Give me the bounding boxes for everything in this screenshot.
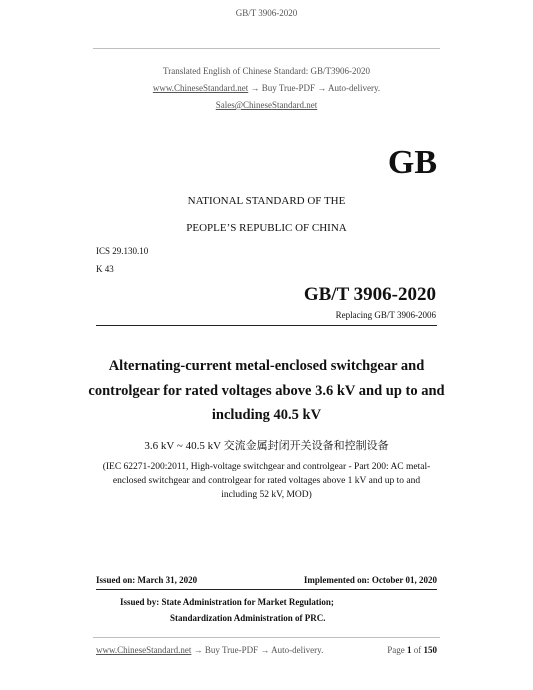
national-line-1: NATIONAL STANDARD OF THE — [187, 195, 346, 207]
iec-line-1: (IEC 62271-200:2011, High-voltage switchgear and controlgear - Part 200: AC metal- — [102, 462, 431, 472]
title-line-2: controlgear for rated voltages above 3.6 kV and up to and — [88, 383, 445, 399]
buy-line — [0, 83, 533, 93]
title-line-3: including 40.5 kV — [211, 407, 322, 423]
chinese-title: 3.6 kV ~ 40.5 kV 交流金属封闭开关设备和控制设备 — [144, 440, 389, 452]
page-label: Page — [387, 645, 405, 655]
iec-line-2: enclosed switchgear and controlgear for rated voltages above 1 kV and up to and — [112, 476, 421, 486]
issued-on: Issued on: March 31, 2020 — [96, 575, 198, 585]
k-code: K 43 — [96, 264, 114, 274]
ics-code: ICS 29.130.10 — [96, 246, 149, 256]
issued-by-2: Standardization Administration of PRC. — [170, 613, 326, 623]
header-divider — [93, 48, 440, 49]
site-link[interactable]: www.ChineseStandard.net — [152, 83, 249, 93]
title-divider — [96, 325, 437, 326]
replacing-text: Replacing GB/T 3906-2006 — [335, 310, 436, 320]
standard-number: GB/T 3906-2020 — [303, 284, 436, 305]
title-line-1: Alternating-current metal-enclosed switchgear and — [108, 358, 425, 374]
page-number: 1 — [407, 645, 412, 655]
page-total: 150 — [423, 645, 437, 655]
iec-line-3: including 52 kV, MOD) — [221, 490, 312, 500]
dates-divider — [96, 589, 437, 590]
footer-buy-text: → Buy True-PDF → Auto-delivery. — [193, 645, 324, 655]
translated-notice: Translated English of Chinese Standard: GB/T3906-2020 — [163, 66, 370, 76]
buy-text: → Buy True-PDF → Auto-delivery. — [250, 83, 381, 93]
gb-mark: GB — [387, 144, 437, 181]
implemented-on: Implemented on: October 01, 2020 — [303, 575, 437, 585]
email-line — [0, 100, 533, 110]
national-line-2: PEOPLE’S REPUBLIC OF CHINA — [186, 222, 347, 234]
header-doc-code: GB/T 3906-2020 — [235, 8, 298, 18]
page-indicator — [387, 645, 437, 655]
footer-site-link[interactable]: www.ChineseStandard.net — [96, 645, 192, 655]
footer-buy-line — [96, 645, 323, 655]
footer-divider — [93, 637, 440, 638]
issued-by-1: Issued by: State Administration for Market Regulation; — [120, 597, 334, 607]
email-link[interactable]: Sales@ChineseStandard.net — [215, 100, 318, 110]
of-label: of — [413, 645, 422, 655]
